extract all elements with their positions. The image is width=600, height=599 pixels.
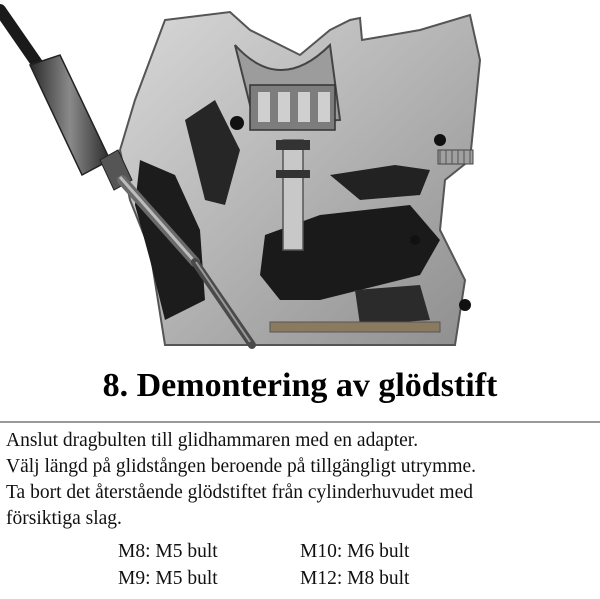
spec-m10: M10: M6 bult — [300, 541, 410, 562]
valve-stem — [283, 140, 303, 250]
page-title: 8. Demontering av glödstift — [102, 367, 498, 404]
spec-m9: M9: M5 bult — [118, 568, 218, 589]
instructions — [6, 428, 598, 532]
spec-m12: M12: M8 bult — [300, 568, 410, 589]
instruction-line: försiktiga slag. — [6, 508, 122, 529]
divider — [0, 421, 600, 423]
instruction-line: Anslut dragbulten till glidhammaren med en adapter. — [6, 430, 419, 451]
instruction-line: Välj längd på glidstången beroende på tillgängligt utrymme. — [6, 456, 477, 477]
spec-m8: M8: M5 bult — [118, 541, 218, 562]
instruction-line: Ta bort det återstående glödstiftet från cylinderhuvudet med — [6, 482, 474, 503]
